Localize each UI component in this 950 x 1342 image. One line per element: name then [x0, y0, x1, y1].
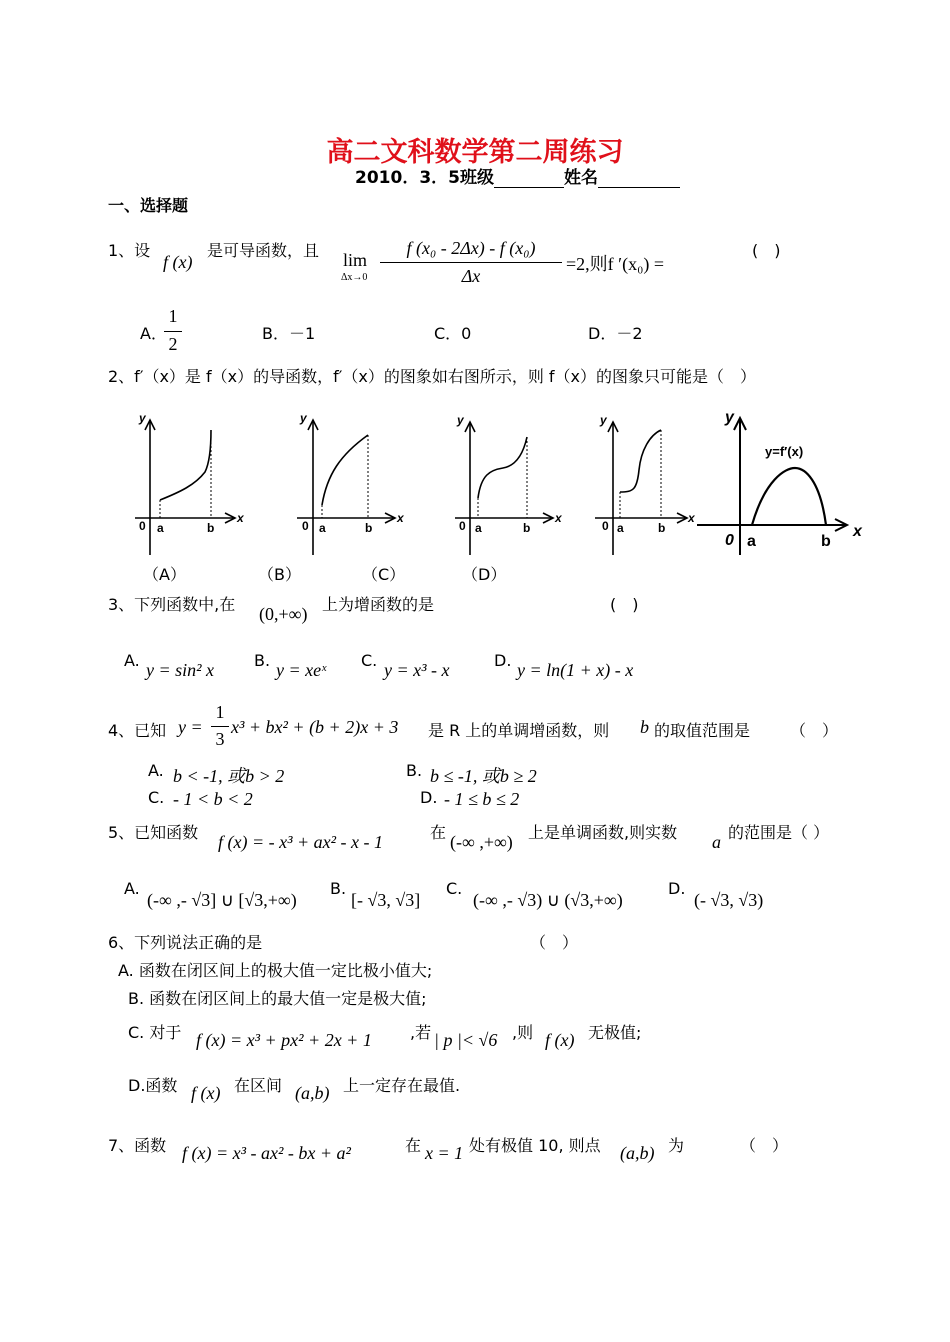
q1-lim: lim	[343, 250, 368, 270]
q1-option-d[interactable]: D．－2	[588, 324, 643, 343]
q6-option-b[interactable]: B. 函数在闭区间上的最大值一定是极大值;	[128, 989, 427, 1008]
q5-a: a	[712, 832, 721, 852]
q1-lim-sub: Δx→0	[341, 272, 368, 283]
q3-answer-paren[interactable]: ( )	[610, 595, 639, 614]
graph-c-x-label: x	[555, 511, 562, 525]
q6-option-c-fx: f (x)	[545, 1030, 575, 1050]
fprime-origin: 0	[725, 532, 734, 549]
fprime-label: y=f′(x)	[765, 444, 804, 459]
q1-rhs: =2,则f ′(x₀) =	[566, 254, 664, 274]
q4-b: b	[640, 717, 649, 737]
graph-b-y-label: y	[300, 411, 307, 425]
fprime-x-label: x	[853, 523, 862, 540]
q7-text3: 为	[668, 1136, 685, 1155]
graph-a-x-label: x	[237, 511, 244, 525]
q4-text2: 是 R 上的单调增函数，则	[428, 721, 610, 740]
q5-text3[interactable]: 的范围是（ ）	[728, 823, 830, 842]
q2-label-c[interactable]: （C）	[362, 565, 406, 584]
q4-y-eq: y =	[178, 717, 203, 737]
q2-graphs	[125, 400, 885, 565]
q7-expr: f (x) = x³ - ax² - bx + a²	[182, 1143, 351, 1163]
q1-option-a-label: A．	[140, 324, 167, 343]
q3-option-b[interactable]: y = xeˣ	[276, 660, 327, 680]
subtitle	[355, 163, 680, 188]
graph-a-b: b	[207, 521, 215, 535]
name-blank[interactable]	[598, 171, 680, 188]
graph-c-origin: 0	[459, 519, 466, 533]
q1-option-a-den: 2	[168, 334, 178, 354]
q1-option-a-num: 1	[168, 306, 178, 326]
graph-c-y-label: y	[457, 413, 464, 427]
graph-b-a: a	[319, 521, 326, 535]
q1-option-c[interactable]: C．0	[434, 324, 472, 343]
q7-answer-paren[interactable]: （ ）	[740, 1136, 789, 1155]
q3-option-b-label: B.	[254, 651, 271, 670]
q4-text3: 的取值范围是	[654, 721, 751, 740]
q7-x-eq: x = 1	[425, 1143, 464, 1163]
q4-answer-paren[interactable]: （ ）	[790, 721, 839, 740]
q7-text2: 处有极值 10, 则点	[469, 1136, 601, 1155]
q6-answer-paren[interactable]: （ ）	[530, 933, 579, 952]
q3-option-d-label: D.	[494, 651, 512, 670]
graph-b-b: b	[365, 521, 373, 535]
q6-option-d-fx: f (x)	[191, 1083, 221, 1103]
graph-b-curve	[322, 435, 368, 505]
graph-d-x-label: x	[688, 511, 695, 525]
fprime-curve	[752, 468, 826, 525]
graph-c-a: a	[475, 521, 482, 535]
date: 2010．3．5	[355, 168, 460, 188]
fprime-b: b	[821, 533, 831, 550]
q5-option-d-label: D.	[668, 879, 686, 898]
class-label: 班级	[459, 168, 494, 188]
q4-option-d-label: D.	[420, 788, 438, 807]
q3-interval: (0,+∞)	[259, 604, 308, 624]
q1-number: 1、设	[108, 241, 151, 260]
graph-d-b: b	[658, 521, 666, 535]
q1-fx: f (x)	[163, 252, 193, 272]
q2-label-b[interactable]: （B）	[258, 565, 301, 584]
graph-d-a: a	[617, 521, 624, 535]
q5-option-a-label: A.	[124, 879, 140, 898]
q5-option-c[interactable]: (-∞ ,- √3) ∪ (√3,+∞)	[473, 890, 623, 910]
graph-a-a: a	[157, 521, 164, 535]
graph-a-y-label: y	[139, 411, 146, 425]
graph-a-curve	[160, 430, 211, 500]
q6-option-d-int: (a,b)	[295, 1083, 330, 1103]
name-label: 姓名	[563, 168, 598, 188]
q4-option-b-label: B.	[406, 761, 423, 780]
q4-option-b[interactable]: b ≤ -1, 或b ≥ 2	[430, 766, 537, 786]
q4-option-c-label: C.	[148, 788, 165, 807]
q7-text: 7、函数	[108, 1136, 167, 1155]
q4-option-c[interactable]: - 1 < b < 2	[173, 789, 253, 809]
q3-text2: 上为增函数的是	[322, 595, 435, 614]
q5-interval: (-∞ ,+∞)	[450, 832, 513, 852]
section-heading: 一、选择题	[108, 196, 189, 215]
fprime-a: a	[747, 533, 756, 550]
q5-option-b[interactable]: [- √3, √3]	[351, 890, 421, 910]
q1-numerator: f (x₀ - 2Δx) - f (x₀)	[380, 238, 562, 263]
graph-c-b: b	[523, 521, 531, 535]
q4-frac-den: 3	[215, 729, 225, 749]
q3-option-c-label: C.	[361, 651, 378, 670]
class-blank[interactable]	[494, 171, 564, 188]
q3-option-a-label: A.	[124, 651, 140, 670]
q6-option-c-post: 无极值;	[588, 1023, 642, 1042]
q1-option-b[interactable]: B．－1	[262, 324, 316, 343]
q6-option-a[interactable]: A. 函数在闭区间上的极大值一定比极小值大;	[118, 961, 433, 980]
q6-option-c-expr: f (x) = x³ + px² + 2x + 1	[196, 1030, 372, 1050]
q1-denominator: Δx	[461, 266, 481, 286]
q6-text: 6、下列说法正确的是	[108, 933, 263, 952]
q4-option-d[interactable]: - 1 ≤ b ≤ 2	[444, 789, 520, 809]
q7-in: 在	[405, 1136, 422, 1155]
q5-option-a[interactable]: (-∞ ,- √3] ∪ [√3,+∞)	[147, 890, 297, 910]
q3-text: 3、下列函数中,在	[108, 595, 236, 614]
q6-option-c-cond: | p |< √6	[434, 1030, 498, 1050]
graph-b-x-label: x	[397, 511, 404, 525]
q1-answer-paren[interactable]: ( )	[752, 241, 781, 260]
graph-d-origin: 0	[602, 519, 609, 533]
q4-expr: x³ + bx² + (b + 2)x + 3	[231, 717, 399, 737]
q5-option-c-label: C.	[446, 879, 463, 898]
q6-option-c-mid2: ,则	[512, 1023, 534, 1042]
q3-option-a[interactable]: y = sin² x	[146, 660, 215, 680]
q3-option-c[interactable]: y = x³ - x	[384, 660, 450, 680]
q2-label-a[interactable]: （A）	[143, 565, 186, 584]
q4-option-a-label: A.	[148, 761, 164, 780]
q4-frac-num: 1	[215, 702, 225, 722]
q4-option-a[interactable]: b < -1, 或b > 2	[173, 766, 285, 786]
fprime-y-label: y	[725, 409, 734, 426]
q5-in: 在	[430, 823, 447, 842]
q6-option-d-mid: 在区间	[234, 1076, 283, 1095]
q1-frac-bar	[164, 331, 182, 332]
q5-option-d[interactable]: (- √3, √3)	[694, 890, 764, 910]
q5-text: 5、已知函数	[108, 823, 199, 842]
q5-option-b-label: B.	[330, 879, 347, 898]
q6-option-d-post: 上一定存在最值.	[343, 1076, 461, 1095]
graph-a-origin: 0	[139, 519, 146, 533]
q6-option-d-pre[interactable]: D.函数	[128, 1076, 178, 1095]
q4-text: 4、已知	[108, 721, 167, 740]
graph-d-curve	[620, 430, 661, 492]
q5-expr: f (x) = - x³ + ax² - x - 1	[218, 832, 384, 852]
graph-b-origin: 0	[302, 519, 309, 533]
q7-point: (a,b)	[620, 1143, 655, 1163]
q4-frac-bar	[211, 726, 229, 727]
page-title: 高二文科数学第二周练习	[326, 137, 624, 168]
graph-d-y-label: y	[600, 413, 607, 427]
q3-option-d[interactable]: y = ln(1 + x) - x	[517, 660, 634, 680]
q5-text2: 上是单调函数,则实数	[528, 823, 678, 842]
q2-text: 2、f′（x）是 f（x）的导函数，f′（x）的图象如右图所示，则 f（x）的图象只可能是（ ）	[108, 367, 757, 386]
graph-c-curve	[478, 437, 527, 498]
q2-label-d[interactable]: （D）	[462, 565, 507, 584]
q6-option-c-pre[interactable]: C. 对于	[128, 1023, 182, 1042]
q1-text: 是可导函数，且	[207, 241, 320, 260]
q6-option-c-mid: ,若	[410, 1023, 432, 1042]
